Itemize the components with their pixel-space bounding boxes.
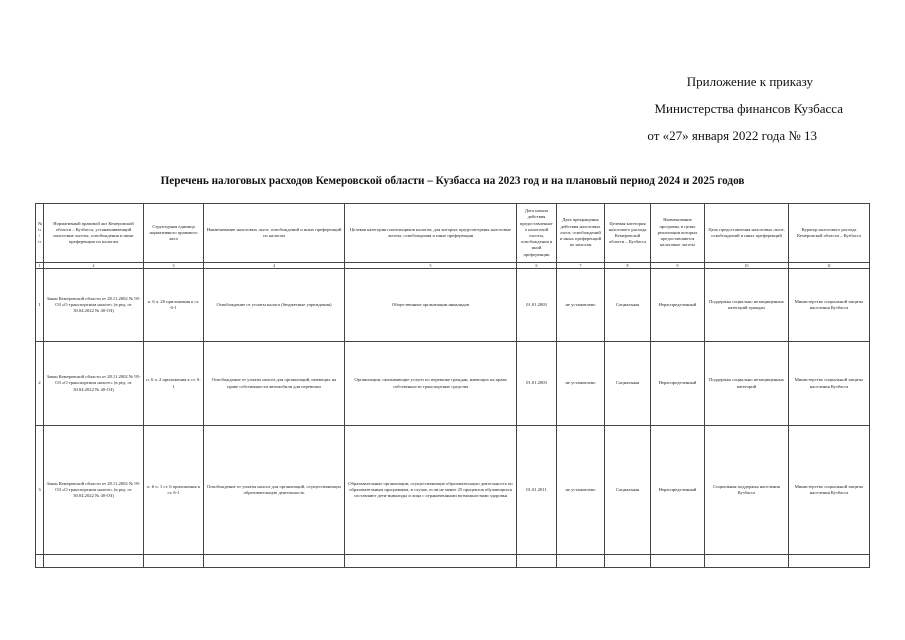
- tax-expenditure-table: [35, 203, 870, 568]
- column-number: 5: [345, 263, 517, 269]
- column-number: 11: [789, 263, 870, 269]
- table-cell: Министерство социальной защиты населения Кузбасса: [789, 426, 870, 555]
- empty-cell: [144, 555, 204, 568]
- table-cell: 01.01.2003: [517, 269, 557, 342]
- column-number: 6: [517, 263, 557, 269]
- table-cell: п. 6 ч. 20 приложения к ст. 6-1: [144, 269, 204, 342]
- table-cell: Закон Кемеровской области от 28.11.2002 № 95-ОЗ «О транспортном налоге» (в ред. от 30.04.2022 № 40-ОЗ): [44, 269, 144, 342]
- column-number: 2: [44, 263, 144, 269]
- table-cell: 3: [36, 426, 44, 555]
- table-cell: Социальная: [605, 426, 651, 555]
- header-cell: Целевая категория налогового расхода Кемеровской области – Кузбасса: [605, 204, 651, 263]
- table-cell: Освобождение от уплаты налога для организаций, осуществляющих образовательную деятельность: [204, 426, 345, 555]
- table-cell: не установлено: [557, 342, 605, 426]
- empty-cell: [44, 555, 144, 568]
- table-cell: Нераспределенный: [651, 342, 705, 426]
- empty-cell: [517, 555, 557, 568]
- table-cell: Нераспределенный: [651, 426, 705, 555]
- table-cell: 2: [36, 342, 44, 426]
- header-cell: Целевая категория плательщиков налогов, для которых предусмотрены налоговые льготы, освобождения и иные преференции: [345, 204, 517, 263]
- table-cell: 1: [36, 269, 44, 342]
- table-cell: Социальная: [605, 342, 651, 426]
- column-number: 8: [605, 263, 651, 269]
- table-cell: не установлено: [557, 426, 605, 555]
- header-cell: Куратор налогового расхода Кемеровской области – Кузбасса: [789, 204, 870, 263]
- table-row: [36, 342, 870, 426]
- table-cell: Социальная: [605, 269, 651, 342]
- header-cell: Структурная единица нормативного правового акта: [144, 204, 204, 263]
- table-cell: Организации, оказывающие услуги по перевозке граждан, имеющих на праве собственности транспортные средства: [345, 342, 517, 426]
- document-title: Перечень налоговых расходов Кемеровской области – Кузбасса на 2023 год и на плановый период 2024 и 2025 годов: [160, 175, 745, 187]
- empty-cell: [345, 555, 517, 568]
- table-row: [36, 426, 870, 555]
- empty-cell: [789, 555, 870, 568]
- column-number: 1: [36, 263, 44, 269]
- table-cell: 01.01.2011: [517, 426, 557, 555]
- table-cell: Закон Кемеровской области от 28.11.2002 № 95-ОЗ «О транспортном налоге» (в ред. от 30.04.2022 № 40-ОЗ): [44, 342, 144, 426]
- table-cell: Поддержка социально незащищенных категорий: [705, 342, 789, 426]
- table-cell: Поддержка социально незащищенных категорий граждан: [705, 269, 789, 342]
- column-number: 7: [557, 263, 605, 269]
- table-cell: Закон Кемеровской области от 28.11.2002 № 95-ОЗ «О транспортном налоге» (в ред. от 30.04.2022 № 40-ОЗ): [44, 426, 144, 555]
- header-cell: Дата прекращения действия налоговых льгот, освобождений и иных преференций по налогам: [557, 204, 605, 263]
- header-cell: Дата начала действия предоставленного налоговой льготы, освобождения и иной преференции: [517, 204, 557, 263]
- header-cell: Наименование налоговых льгот, освобождений и иных преференций по налогам: [204, 204, 345, 263]
- table-cell: Министерство социальной защиты населения Кузбасса: [789, 269, 870, 342]
- empty-cell: [36, 555, 44, 568]
- approval-line-2: Министерства финансов Кузбасса: [654, 101, 843, 116]
- table-cell: 01.01.2003: [517, 342, 557, 426]
- table-cell: п. 6 ч. 1 ст. 6 приложения к ст. 6-1: [144, 426, 204, 555]
- column-number: 4: [204, 263, 345, 269]
- table-cell: Освобождение от уплаты налога (бюджетные учреждения): [204, 269, 345, 342]
- header-cell: Наименование программ, в целях реализации которых предоставляются налоговые льготы: [651, 204, 705, 263]
- table-cell: Социальная поддержка населения Кузбасса: [705, 426, 789, 555]
- table-cell: Общественные организации инвалидов: [345, 269, 517, 342]
- table-cell: Министерство социальной защиты населения Кузбасса: [789, 342, 870, 426]
- table-cell: Освобождение от уплаты налога для организаций, имеющих на праве собственности автомобили для перевозки: [204, 342, 345, 426]
- approval-line-3: от «27» января 2022 года № 13: [647, 128, 817, 143]
- table-cell: п. 6 ч. 2 приложения к ст. 6-1: [144, 342, 204, 426]
- empty-cell: [705, 555, 789, 568]
- empty-cell: [605, 555, 651, 568]
- empty-cell: [651, 555, 705, 568]
- column-number: 10: [705, 263, 789, 269]
- header-cell: Цель предоставления налоговых льгот, освобождений и иных преференций: [705, 204, 789, 263]
- empty-cell: [557, 555, 605, 568]
- column-number: 3: [144, 263, 204, 269]
- empty-cell: [204, 555, 345, 568]
- table-cell: не установлено: [557, 269, 605, 342]
- header-cell: Нормативный правовой акт Кемеровской области – Кузбасса, устанавливающий налоговые льготы, освобождения и иные преференции по налогам: [44, 204, 144, 263]
- table-cell: Нераспределенный: [651, 269, 705, 342]
- table-cell: Образовательные организации, осуществляющие образовательную деятельность по образовательным программам, в случае, если не менее 25 процентов обучающихся составляют дети-инвалиды и лица с ограниченными возможностями здоровья: [345, 426, 517, 555]
- approval-line-1: Приложение к приказу: [686, 74, 813, 89]
- approval-block: [560, 68, 860, 149]
- table-header-row: [36, 204, 870, 263]
- table-row: [36, 269, 870, 342]
- column-number: 9: [651, 263, 705, 269]
- empty-table-row: [36, 555, 870, 568]
- header-cell: № п/п: [36, 204, 44, 263]
